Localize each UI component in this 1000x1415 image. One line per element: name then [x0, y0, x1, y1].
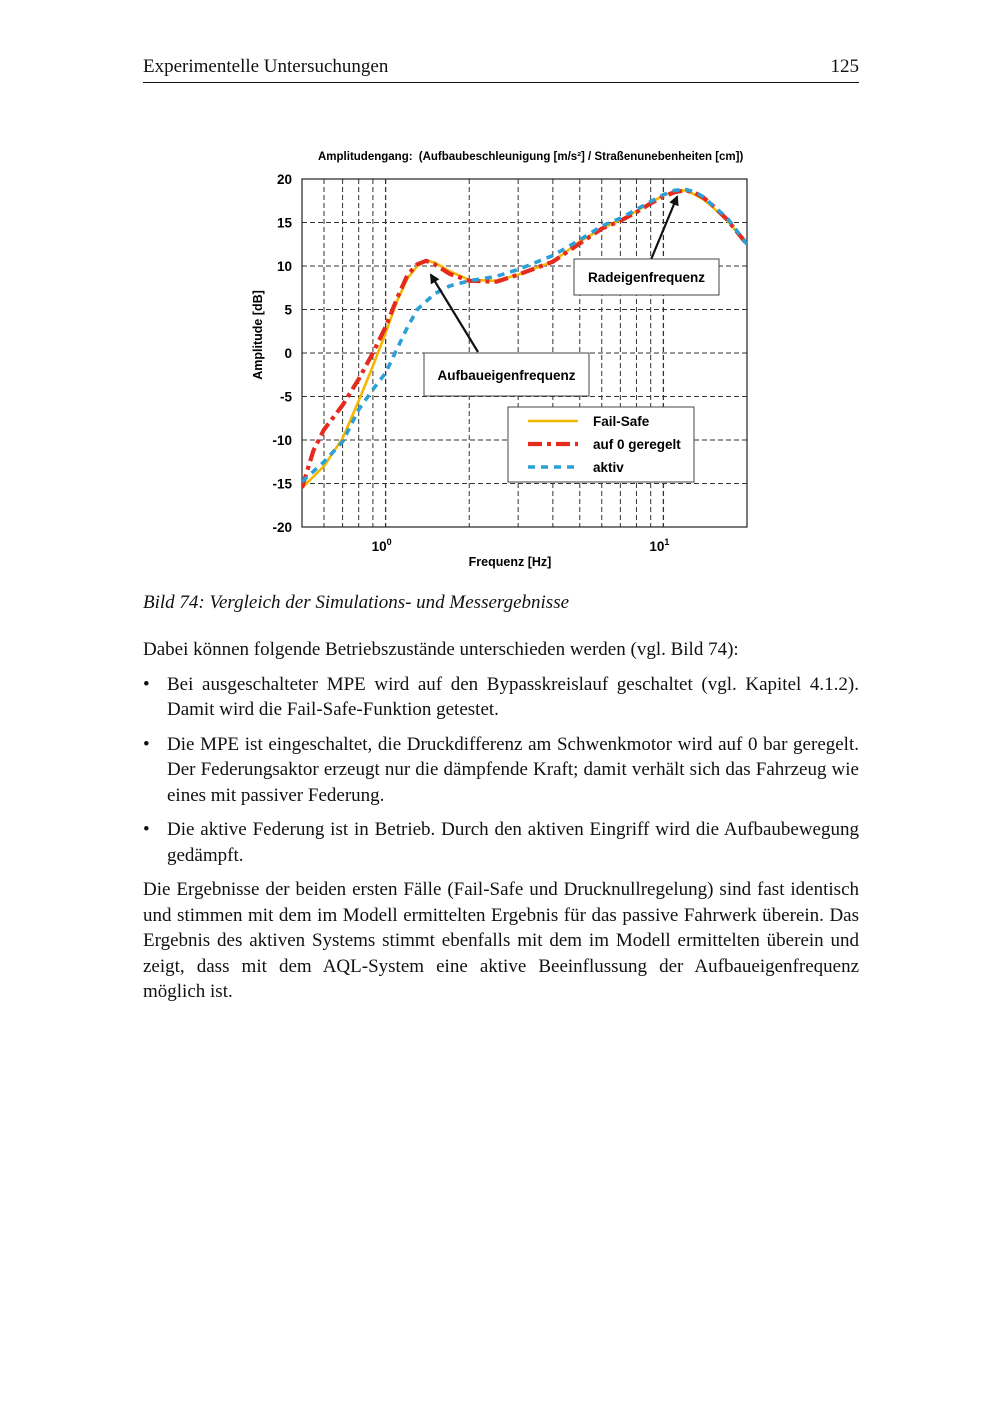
legend-label: auf 0 geregelt [593, 437, 681, 452]
bullet-marker: • [143, 819, 150, 840]
x-tick-label: $10^1$ [649, 537, 670, 554]
list-item-text: Die MPE ist eingeschaltet, die Druckdifferenz am Schwenkmotor wird auf 0 bar geregelt. Der Federungsaktor erzeugt nur die dämpfende Kraft; damit verhält sich das Fahrzeug wie eines mit passiver Federung. [167, 733, 859, 806]
list-item [143, 817, 859, 868]
bullet-marker: • [143, 673, 150, 695]
running-title: Experimentelle Untersuchungen [143, 56, 389, 77]
annotation-wheel-resonance-label: Radeigenfrequenz [587, 270, 706, 285]
page-header [143, 56, 859, 83]
legend-label: aktiv [593, 460, 624, 475]
list-item-text: Die aktive Federung ist in Betrieb. Durch den aktiven Eingriff wird die Aufbaubewegung gedämpft. [167, 819, 859, 866]
y-tick-label: 5 [284, 302, 292, 318]
list-item [143, 732, 859, 809]
figure-caption: Bild 74: Vergleich der Simulations- und Messergebnisse [143, 592, 570, 613]
page-number: 125 [830, 56, 859, 77]
y-tick-label: 0 [284, 346, 292, 361]
frequency-response-chart [245, 145, 765, 573]
y-tick-labels [272, 172, 292, 535]
y-tick-label: 15 [276, 215, 292, 231]
list-item [143, 672, 859, 723]
x-tick-label: $10^0$ [371, 537, 392, 554]
legend-label: Fail-Safe [593, 414, 650, 429]
list-item-text: Bei ausgeschalteter MPE wird auf den Bypasskreislauf geschaltet (vgl. Kapitel 4.1.2). Damit wird die Fail-Safe-Funktion getestet. [167, 673, 859, 720]
y-tick-label: 10 [276, 259, 292, 274]
chart-legend [508, 407, 694, 482]
annotation-wheel-resonance [574, 259, 719, 295]
body-text [143, 637, 859, 1005]
bullet-list [143, 672, 859, 869]
arrow-body-resonance [431, 275, 478, 352]
y-tick-label: -15 [272, 476, 292, 492]
annotation-body-resonance [424, 353, 589, 396]
chart-title: Amplitudengang: (Aufbaubeschleunigung [m/s²] / Straßenunebenheiten [cm]) [318, 151, 744, 163]
y-tick-label: -5 [279, 389, 292, 405]
y-tick-label: -20 [272, 520, 292, 535]
x-axis-label: Frequenz [Hz] [468, 555, 552, 569]
intro-paragraph: Dabei können folgende Betriebszustände unterschieden werden (vgl. Bild 74): [143, 639, 739, 660]
bullet-marker: • [143, 733, 150, 755]
closing-paragraph: Die Ergebnisse der beiden ersten Fälle (Fail-Safe und Drucknullregelung) sind fast identisch und stimmen mit dem im Modell ermittelten Ergebnis für das passive Fahrwerk überein. Das Ergebnis des aktiven Systems stimmt ebenfalls mit dem im Modell ermittelten überein und zeigt, dass mit dem AQL-System eine aktive Beeinflussung der Aufbaueigenfrequenz möglich ist. [143, 879, 859, 1002]
y-axis-label: Amplitude [dB] [251, 290, 265, 380]
annotation-body-resonance-label: Aufbaueigenfrequenz [437, 368, 576, 383]
x-tick-labels [372, 537, 670, 554]
y-tick-label: 20 [276, 172, 292, 187]
y-tick-label: -10 [272, 433, 292, 448]
